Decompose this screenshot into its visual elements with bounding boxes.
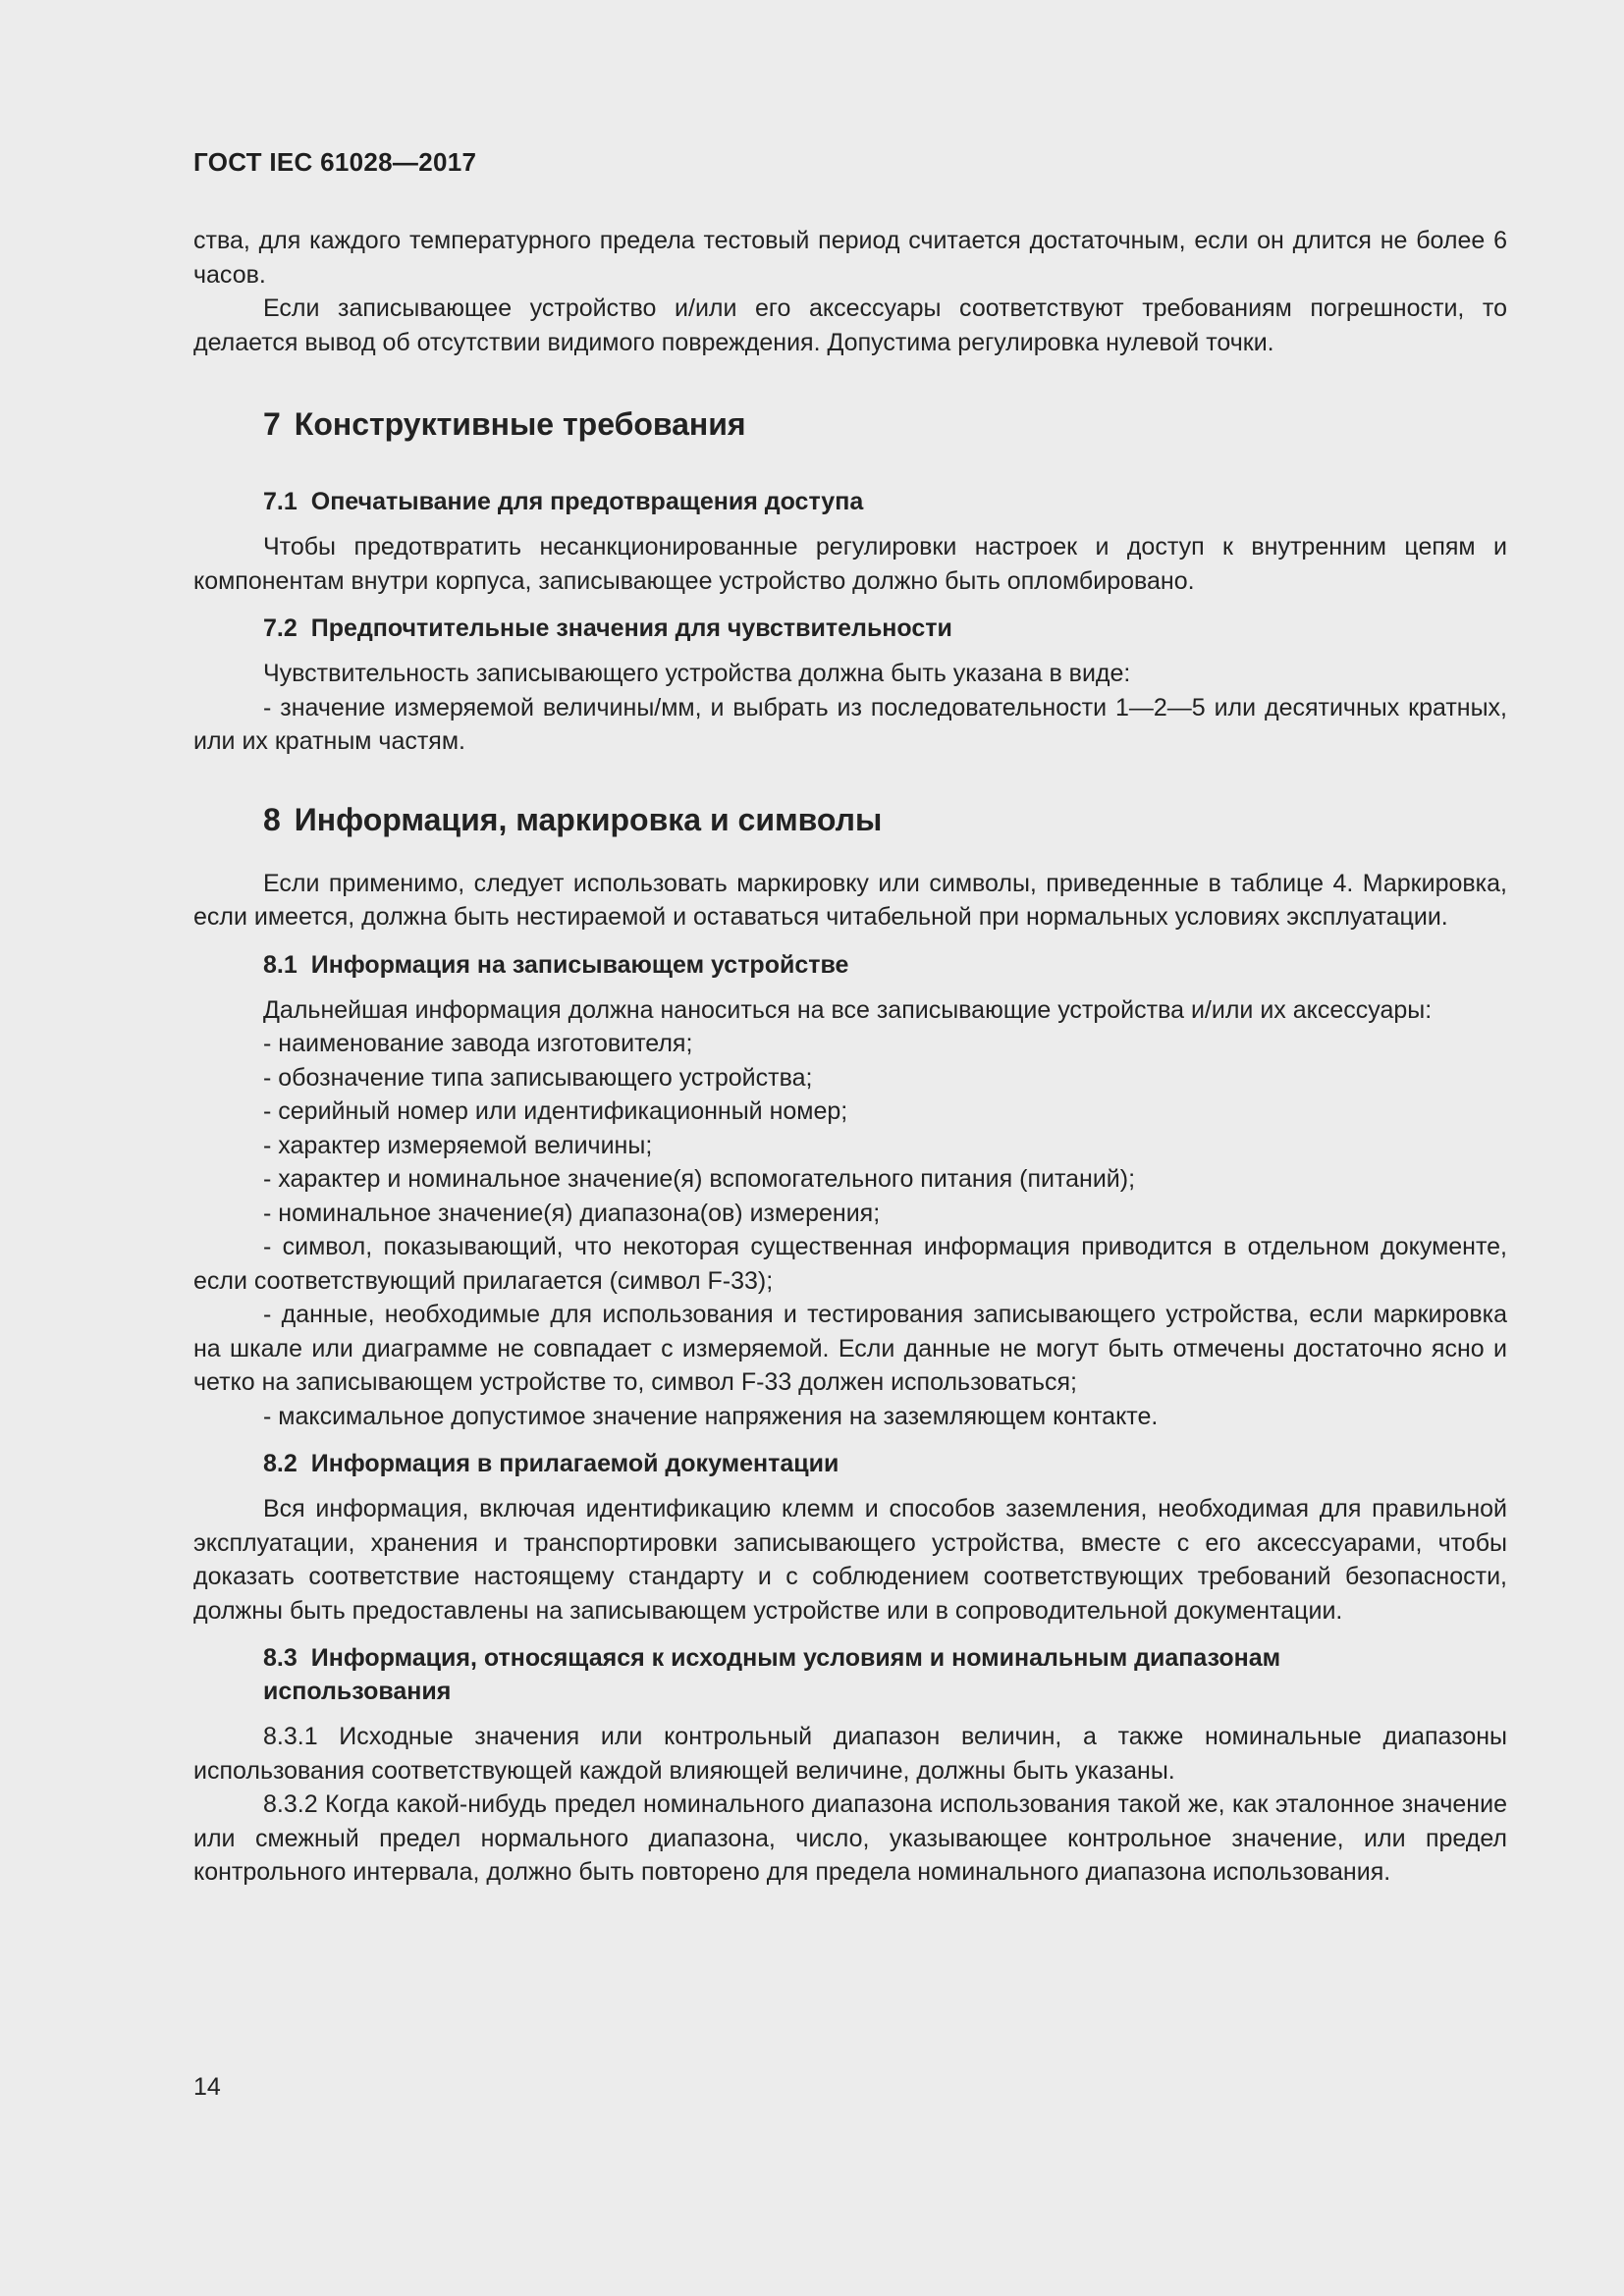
list-item: - характер измеряемой величины; <box>263 1131 653 1159</box>
section-8-number: 8 <box>263 801 281 837</box>
page-number: 14 <box>193 2073 221 2101</box>
section-8-3-title-line-1: Информация, относящаяся к исходным условиям и номинальным диапазонам <box>310 1644 1281 1672</box>
section-8-heading <box>193 800 1507 839</box>
section-7-2-number: 7.2 <box>263 614 298 642</box>
section-7-2-heading <box>193 612 1507 645</box>
section-8-3-heading <box>193 1641 1507 1708</box>
intro-paragraph-1: ства, для каждого температурного предела тестовый период считается достаточным, если он длится не более 6 часов. <box>193 227 1507 289</box>
intro-paragraph-2: Если записывающее устройство и/или его аксессуары соответствуют требованиям погрешности, то делается вывод об отсутствии видимого повреждения. Допустима регулировка нулевой точки. <box>193 294 1507 356</box>
section-7-2-title: Предпочтительные значения для чувствительности <box>310 614 952 642</box>
section-7-heading <box>193 404 1507 444</box>
section-8-title: Информация, маркировка и символы <box>294 801 883 837</box>
section-8-2-title: Информация в прилагаемой документации <box>310 1450 839 1477</box>
section-7-2-item: - значение измеряемой величины/мм, и выбрать из последовательности 1—2—5 или десятичных кратных, или их кратным частям. <box>193 693 1507 755</box>
list-item: - символ, показывающий, что некоторая существенная информация приводится в отдельном документе, если соответствующий прилагается (символ F-33); <box>193 1233 1507 1295</box>
section-7-1-title: Опечатывание для предотвращения доступа <box>310 488 864 515</box>
section-8-1-title: Информация на записывающем устройстве <box>310 950 849 979</box>
section-8-text: Если применимо, следует использовать маркировку или символы, приведенные в таблице 4. Маркировка, если имеется, должна быть нестираемой и оставаться читабельной при нормальных условиях эксплуатации. <box>193 869 1507 931</box>
section-8-3-2-text: 8.3.2 Когда какой-нибудь предел номинального диапазона использования такой же, как эталонное значение или смежный предел нормального диапазона, число, указывающее контрольное значение, или предел контрольного интервала, должно быть повторено для предела номинального диапазона использования. <box>193 1790 1507 1886</box>
list-item: - обозначение типа записывающего устройства; <box>263 1063 813 1092</box>
section-7-2-text: Чувствительность записывающего устройства должна быть указана в виде: <box>263 660 1131 687</box>
section-7-title: Конструктивные требования <box>294 406 746 442</box>
section-7-1-number: 7.1 <box>263 488 298 515</box>
list-item: - серийный номер или идентификационный номер; <box>263 1097 848 1125</box>
document-header: ГОСТ IEC 61028—2017 <box>193 147 477 177</box>
section-8-2-text: Вся информация, включая идентификацию клемм и способов заземления, необходимая для правильной эксплуатации, хранения и транспортировки записывающего устройства, вместе с его аксессуарами, чтобы доказать соответствие настоящему стандарту и с соблюдением соответствующих требований безопасности, должны быть предоставлены на записывающем устройстве или в сопроводительной документации. <box>193 1495 1507 1625</box>
section-8-2-heading <box>193 1447 1507 1480</box>
list-item: - максимальное допустимое значение напряжения на заземляющем контакте. <box>263 1402 1159 1430</box>
section-7-number: 7 <box>263 406 281 442</box>
section-8-3-number: 8.3 <box>263 1644 298 1672</box>
section-8-1-text: Дальнейшая информация должна наноситься на все записывающие устройства и/или их аксессуары: <box>263 995 1433 1024</box>
document-body <box>193 224 1507 1890</box>
section-8-3-1-text: 8.3.1 Исходные значения или контрольный диапазон величин, а также номинальные диапазоны использования соответствующей каждой влияющей величине, должны быть указаны. <box>193 1723 1507 1785</box>
list-item: - номинальное значение(я) диапазона(ов) измерения; <box>263 1199 881 1227</box>
list-item: - наименование завода изготовителя; <box>263 1030 693 1057</box>
section-7-1-heading <box>193 485 1507 518</box>
section-8-1-heading <box>193 948 1507 982</box>
list-item: - характер и номинальное значение(я) вспомогательного питания (питаний); <box>263 1165 1136 1193</box>
section-8-1-number: 8.1 <box>263 950 298 979</box>
section-8-2-number: 8.2 <box>263 1450 298 1477</box>
section-7-1-text: Чтобы предотвратить несанкционированные регулировки настроек и доступ к внутренним цепям и компонентам внутри корпуса, записывающее устройство должно быть опломбировано. <box>193 533 1507 595</box>
list-item: - данные, необходимые для использования и тестирования записывающего устройства, если маркировка на шкале или диаграмме не совпадает с измеряемой. Если данные не могут быть отмечены достаточно ясно и четко на записывающем устройстве то, символ F-33 должен использоваться; <box>193 1301 1507 1396</box>
section-8-3-title-line-2: использования <box>263 1678 452 1705</box>
